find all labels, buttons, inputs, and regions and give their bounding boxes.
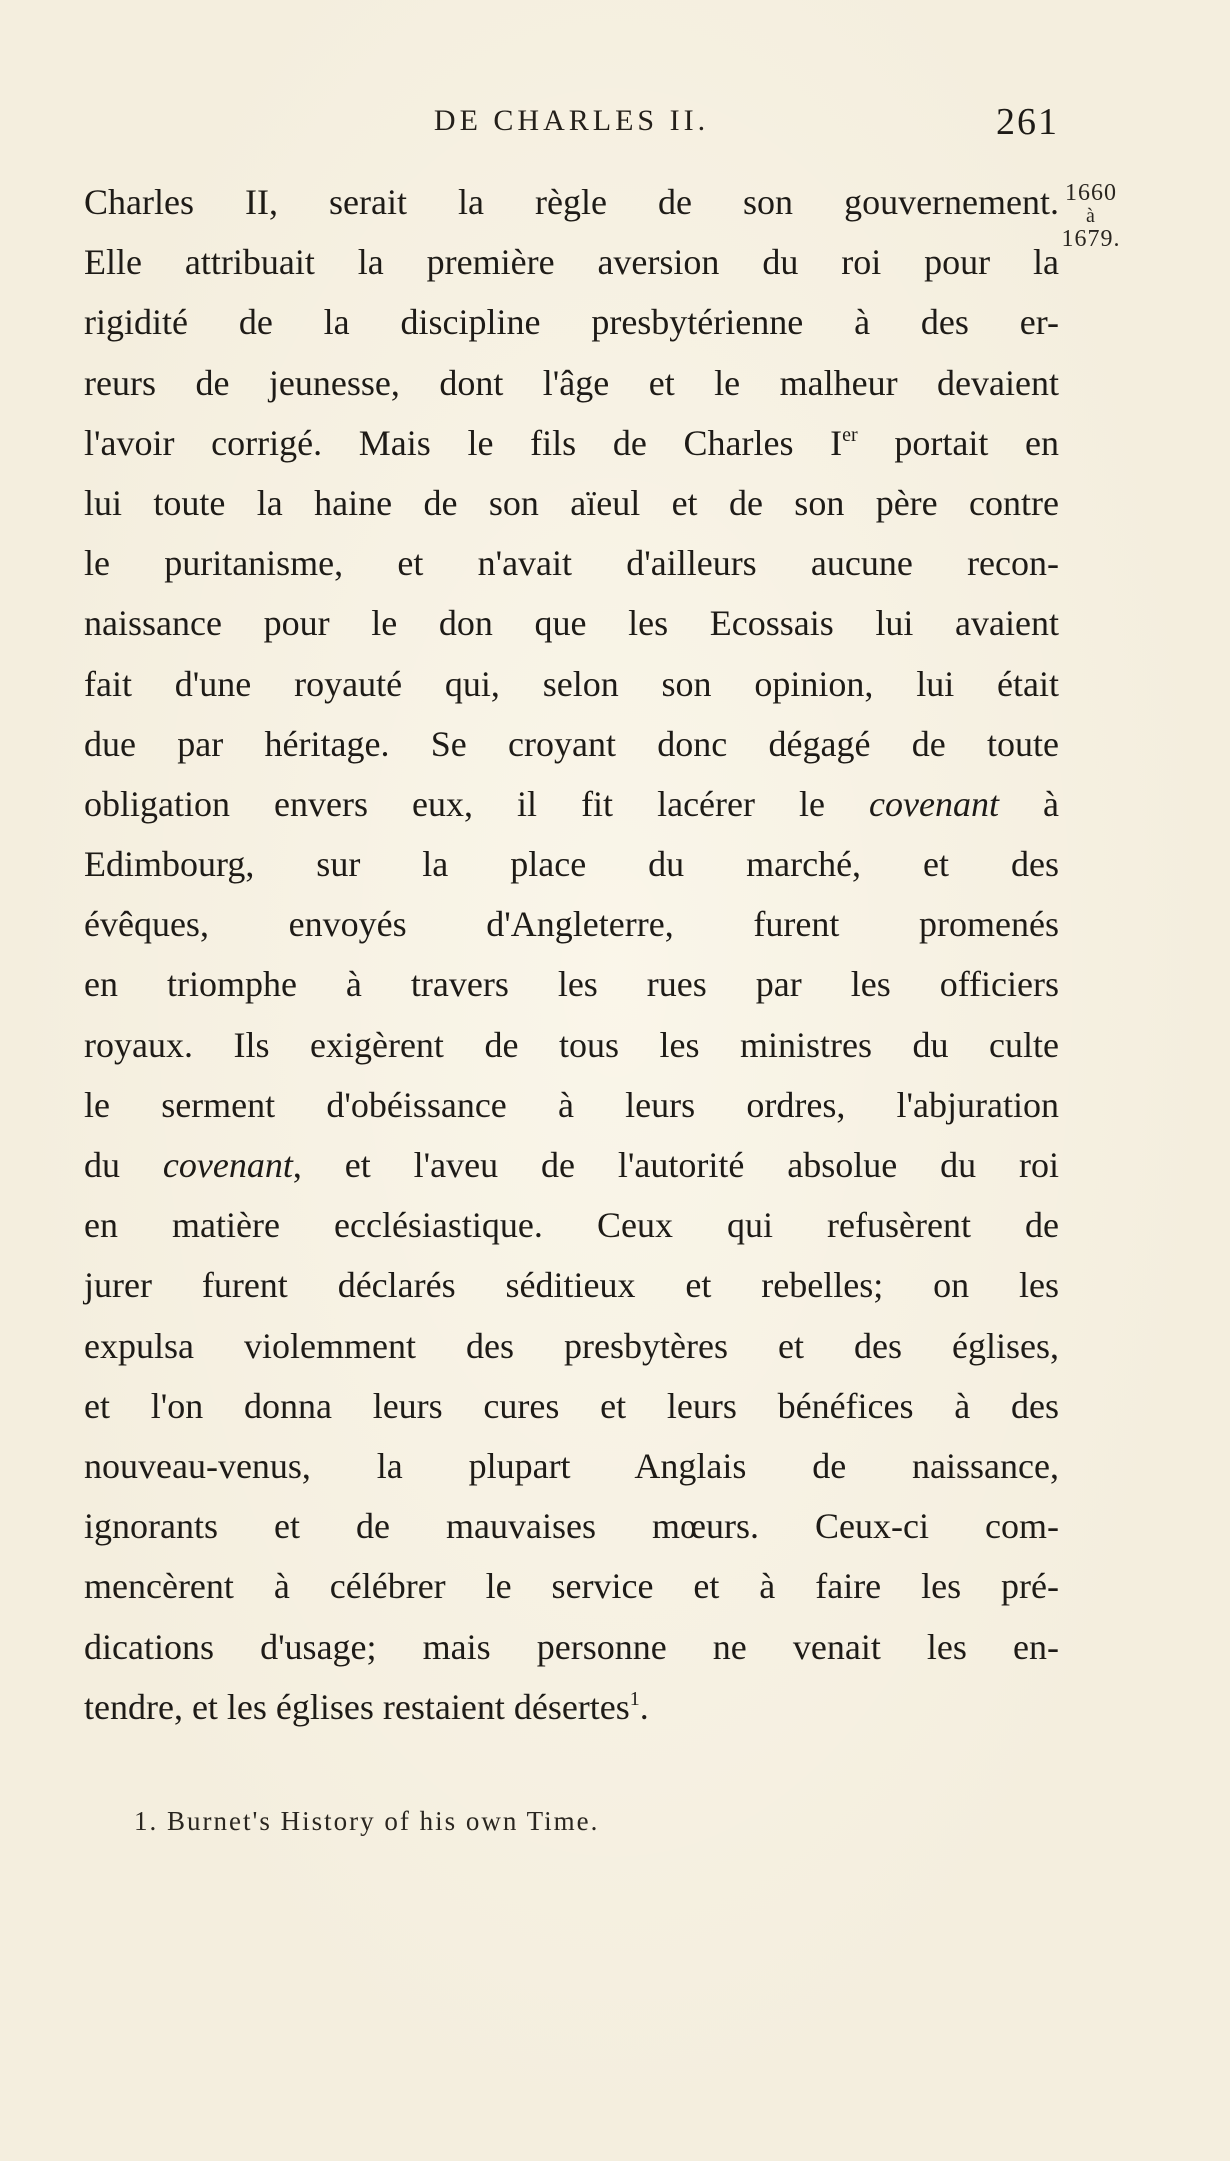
text-line: jurer furent déclarés séditieux et rebelles; on les [84, 1265, 1059, 1306]
text-line: expulsa violemment des presbytères et des églises, [84, 1325, 1059, 1366]
running-head [84, 101, 1059, 144]
margin-year-start: 1660 [1065, 180, 1117, 206]
text-line: naissance pour le don que les Ecossais lui avaient [84, 603, 1059, 644]
margin-connector: à [1086, 205, 1096, 227]
text-line: Charles II, serait la règle de son gouvernement. [84, 182, 1059, 222]
text-fragment: du [84, 1145, 120, 1185]
text-line: le serment d'obéissance à leurs ordres, l'abjuration [84, 1084, 1059, 1125]
footnote: 1. Burnet's History of his own Time. [134, 1806, 600, 1836]
text-line: Edimbourg, sur la place du marché, et des [84, 844, 1059, 885]
text-line [84, 1135, 1059, 1195]
text-line: évêques, envoyés d'Angleterre, furent promenés [84, 904, 1059, 945]
margin-date-note [1046, 180, 1136, 252]
text-line: Elle attribuait la première aversion du roi pour la [84, 242, 1059, 283]
italic-term: covenant [869, 783, 999, 824]
text-line: due par héritage. Se croyant donc dégagé de toute [84, 723, 1059, 764]
text-line: reurs de jeunesse, dont l'âge et le malheur devaient [84, 362, 1059, 403]
page-number: 261 [996, 101, 1059, 143]
text-line: en matière ecclésiastique. Ceux qui refusèrent de [84, 1205, 1059, 1246]
text-fragment: . [639, 1686, 649, 1727]
body-text [84, 172, 1059, 1737]
text-fragment: portait en [894, 422, 1059, 463]
italic-term: covenant [162, 1145, 293, 1185]
text-fragment: à [1043, 783, 1060, 824]
footnote-reference: 1 [629, 1687, 640, 1710]
text-fragment: l'avoir corrigé. Mais le fils de Charles I [84, 422, 843, 463]
text-line: rigidité de la discipline presbytérienne à des er- [84, 302, 1059, 343]
text-fragment: tendre, et les églises restaient désertes [84, 1686, 630, 1727]
text-line: mencèrent à célébrer le service et à faire les pré- [84, 1566, 1059, 1607]
text-line [84, 774, 1059, 834]
text-line: lui toute la haine de son aïeul et de son père contre [84, 482, 1059, 523]
text-fragment: obligation envers eux, il fit lacérer le [84, 783, 825, 824]
text-line [84, 1677, 1059, 1737]
text-line: nouveau-venus, la plupart Anglais de naissance, [84, 1445, 1059, 1486]
superscript: er [842, 423, 858, 446]
running-title: DE CHARLES II. [433, 104, 710, 137]
margin-year-end: 1679. [1061, 226, 1121, 252]
text-line [84, 413, 1059, 473]
text-line: ignorants et de mauvaises mœurs. Ceux-ci com- [84, 1506, 1059, 1547]
text-line: en triomphe à travers les rues par les officiers [84, 964, 1059, 1005]
text-line: royaux. Ils exigèrent de tous les ministres du culte [84, 1024, 1059, 1065]
text-line: fait d'une royauté qui, selon son opinion, lui était [84, 663, 1059, 704]
text-line: et l'on donna leurs cures et leurs bénéfices à des [84, 1385, 1059, 1426]
text-fragment: , et l'aveu de l'autorité absolue du roi [292, 1145, 1059, 1185]
text-line: dications d'usage; mais personne ne venait les en- [84, 1626, 1059, 1667]
text-line: le puritanisme, et n'avait d'ailleurs aucune recon- [84, 543, 1059, 584]
